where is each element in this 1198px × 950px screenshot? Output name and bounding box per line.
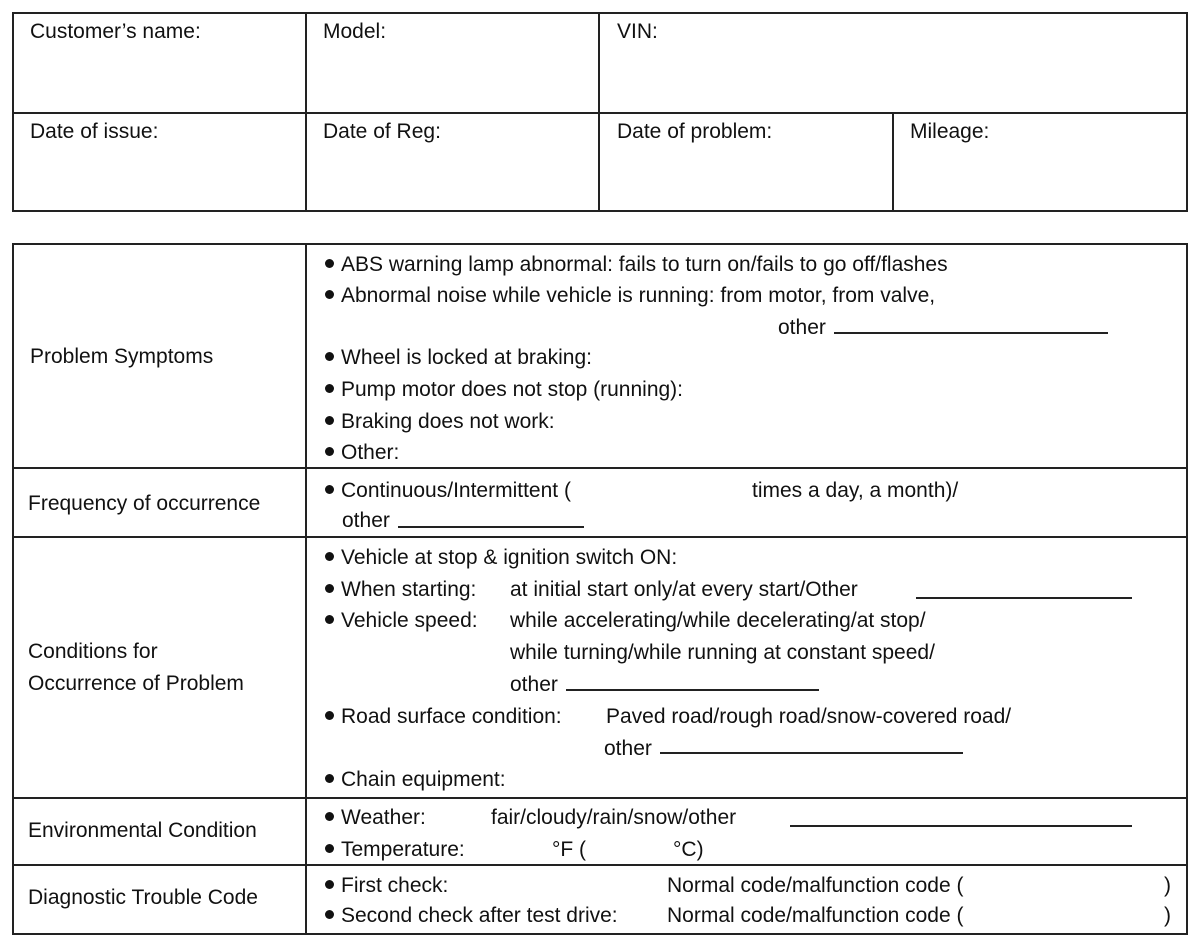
frequency-continuous[interactable]: Continuous/Intermittent ( [325,479,571,503]
header-divider-2 [598,12,600,212]
bullet-icon [325,844,334,853]
bullet-icon [325,552,334,561]
customer-name-field[interactable]: Customer’s name: [30,20,201,43]
bullet-icon [325,910,334,919]
bullet-icon [325,447,334,456]
dtc-first-close-paren: ) [1164,874,1171,897]
conditions-label-line1: Conditions for [28,640,158,663]
environment-weather[interactable]: Weather: [325,806,426,830]
bullet-icon [325,352,334,361]
bullet-icon [325,290,334,299]
row-divider-3 [12,797,1188,799]
environment-weather-options: fair/cloudy/rain/snow/other [491,806,737,829]
model-field[interactable]: Model: [323,20,387,43]
condition-chain-equipment[interactable]: Chain equipment: [325,768,506,792]
frequency-other: other [342,509,390,532]
bullet-icon [325,880,334,889]
condition-when-starting[interactable]: When starting: [325,578,476,602]
symptom-noise-other-line[interactable] [834,332,1108,334]
symptom-pump-motor[interactable]: Pump motor does not stop (running): [325,378,683,402]
row-divider-2 [12,536,1188,538]
frequency-other-line[interactable] [398,526,584,528]
condition-vehicle-stop[interactable]: Vehicle at stop & ignition switch ON: [325,546,677,570]
environment-label: Environmental Condition [28,819,257,842]
condition-road-surface[interactable]: Road surface condition: [325,705,562,729]
dtc-second-check-code: Normal code/malfunction code ( [667,904,964,927]
condition-vehicle-speed[interactable]: Vehicle speed: [325,609,478,633]
symptom-abnormal-noise[interactable]: Abnormal noise while vehicle is running: from motor, from valve, [325,284,935,308]
header-divider-3 [892,112,894,212]
dtc-second-close-paren: ) [1164,904,1171,927]
date-of-reg-field[interactable]: Date of Reg: [323,120,441,143]
symptom-braking[interactable]: Braking does not work: [325,410,555,434]
mileage-field[interactable]: Mileage: [910,120,990,143]
condition-speed-other-line[interactable] [566,689,819,691]
condition-speed-other: other [510,673,558,696]
header-divider-1 [305,12,307,212]
bullet-icon [325,485,334,494]
dtc-first-check[interactable]: First check: [325,874,448,898]
bullet-icon [325,774,334,783]
symptom-other[interactable]: Other: [325,441,399,465]
row-divider-4 [12,864,1188,866]
vin-field[interactable]: VIN: [617,20,658,43]
bullet-icon [325,584,334,593]
dtc-second-check[interactable]: Second check after test drive: [325,904,618,928]
environment-temp-fahrenheit: °F ( [552,838,587,861]
bullet-icon [325,259,334,268]
bullet-icon [325,711,334,720]
condition-starting-other-line[interactable] [916,597,1132,599]
environment-temperature[interactable]: Temperature: [325,838,465,862]
condition-road-other: other [604,737,652,760]
condition-starting-options: at initial start only/at every start/Other [510,578,858,601]
row-divider-1 [12,467,1188,469]
symptom-noise-other: other [778,316,826,339]
condition-road-other-line[interactable] [660,752,963,754]
symptom-abs-lamp[interactable]: ABS warning lamp abnormal: fails to turn on/fails to go off/flashes [325,253,948,277]
condition-speed-options-2: while turning/while running at constant speed/ [510,641,935,664]
main-column-divider [305,243,307,935]
environment-temp-celsius: °C) [673,838,704,861]
date-of-issue-field[interactable]: Date of issue: [30,120,159,143]
frequency-label: Frequency of occurrence [28,492,261,515]
problem-symptoms-label: Problem Symptoms [30,345,214,368]
bullet-icon [325,416,334,425]
condition-speed-options-1: while accelerating/while decelerating/at stop/ [510,609,926,632]
conditions-label-line2: Occurrence of Problem [28,672,244,695]
header-divider-horizontal [12,112,1188,114]
frequency-times: times a day, a month)/ [752,479,959,502]
dtc-label: Diagnostic Trouble Code [28,886,258,909]
symptom-wheel-locked[interactable]: Wheel is locked at braking: [325,346,592,370]
condition-road-options: Paved road/rough road/snow-covered road/ [606,705,1012,728]
bullet-icon [325,812,334,821]
date-of-problem-field[interactable]: Date of problem: [617,120,773,143]
dtc-first-check-code: Normal code/malfunction code ( [667,874,964,897]
bullet-icon [325,384,334,393]
bullet-icon [325,615,334,624]
environment-weather-other-line[interactable] [790,825,1132,827]
